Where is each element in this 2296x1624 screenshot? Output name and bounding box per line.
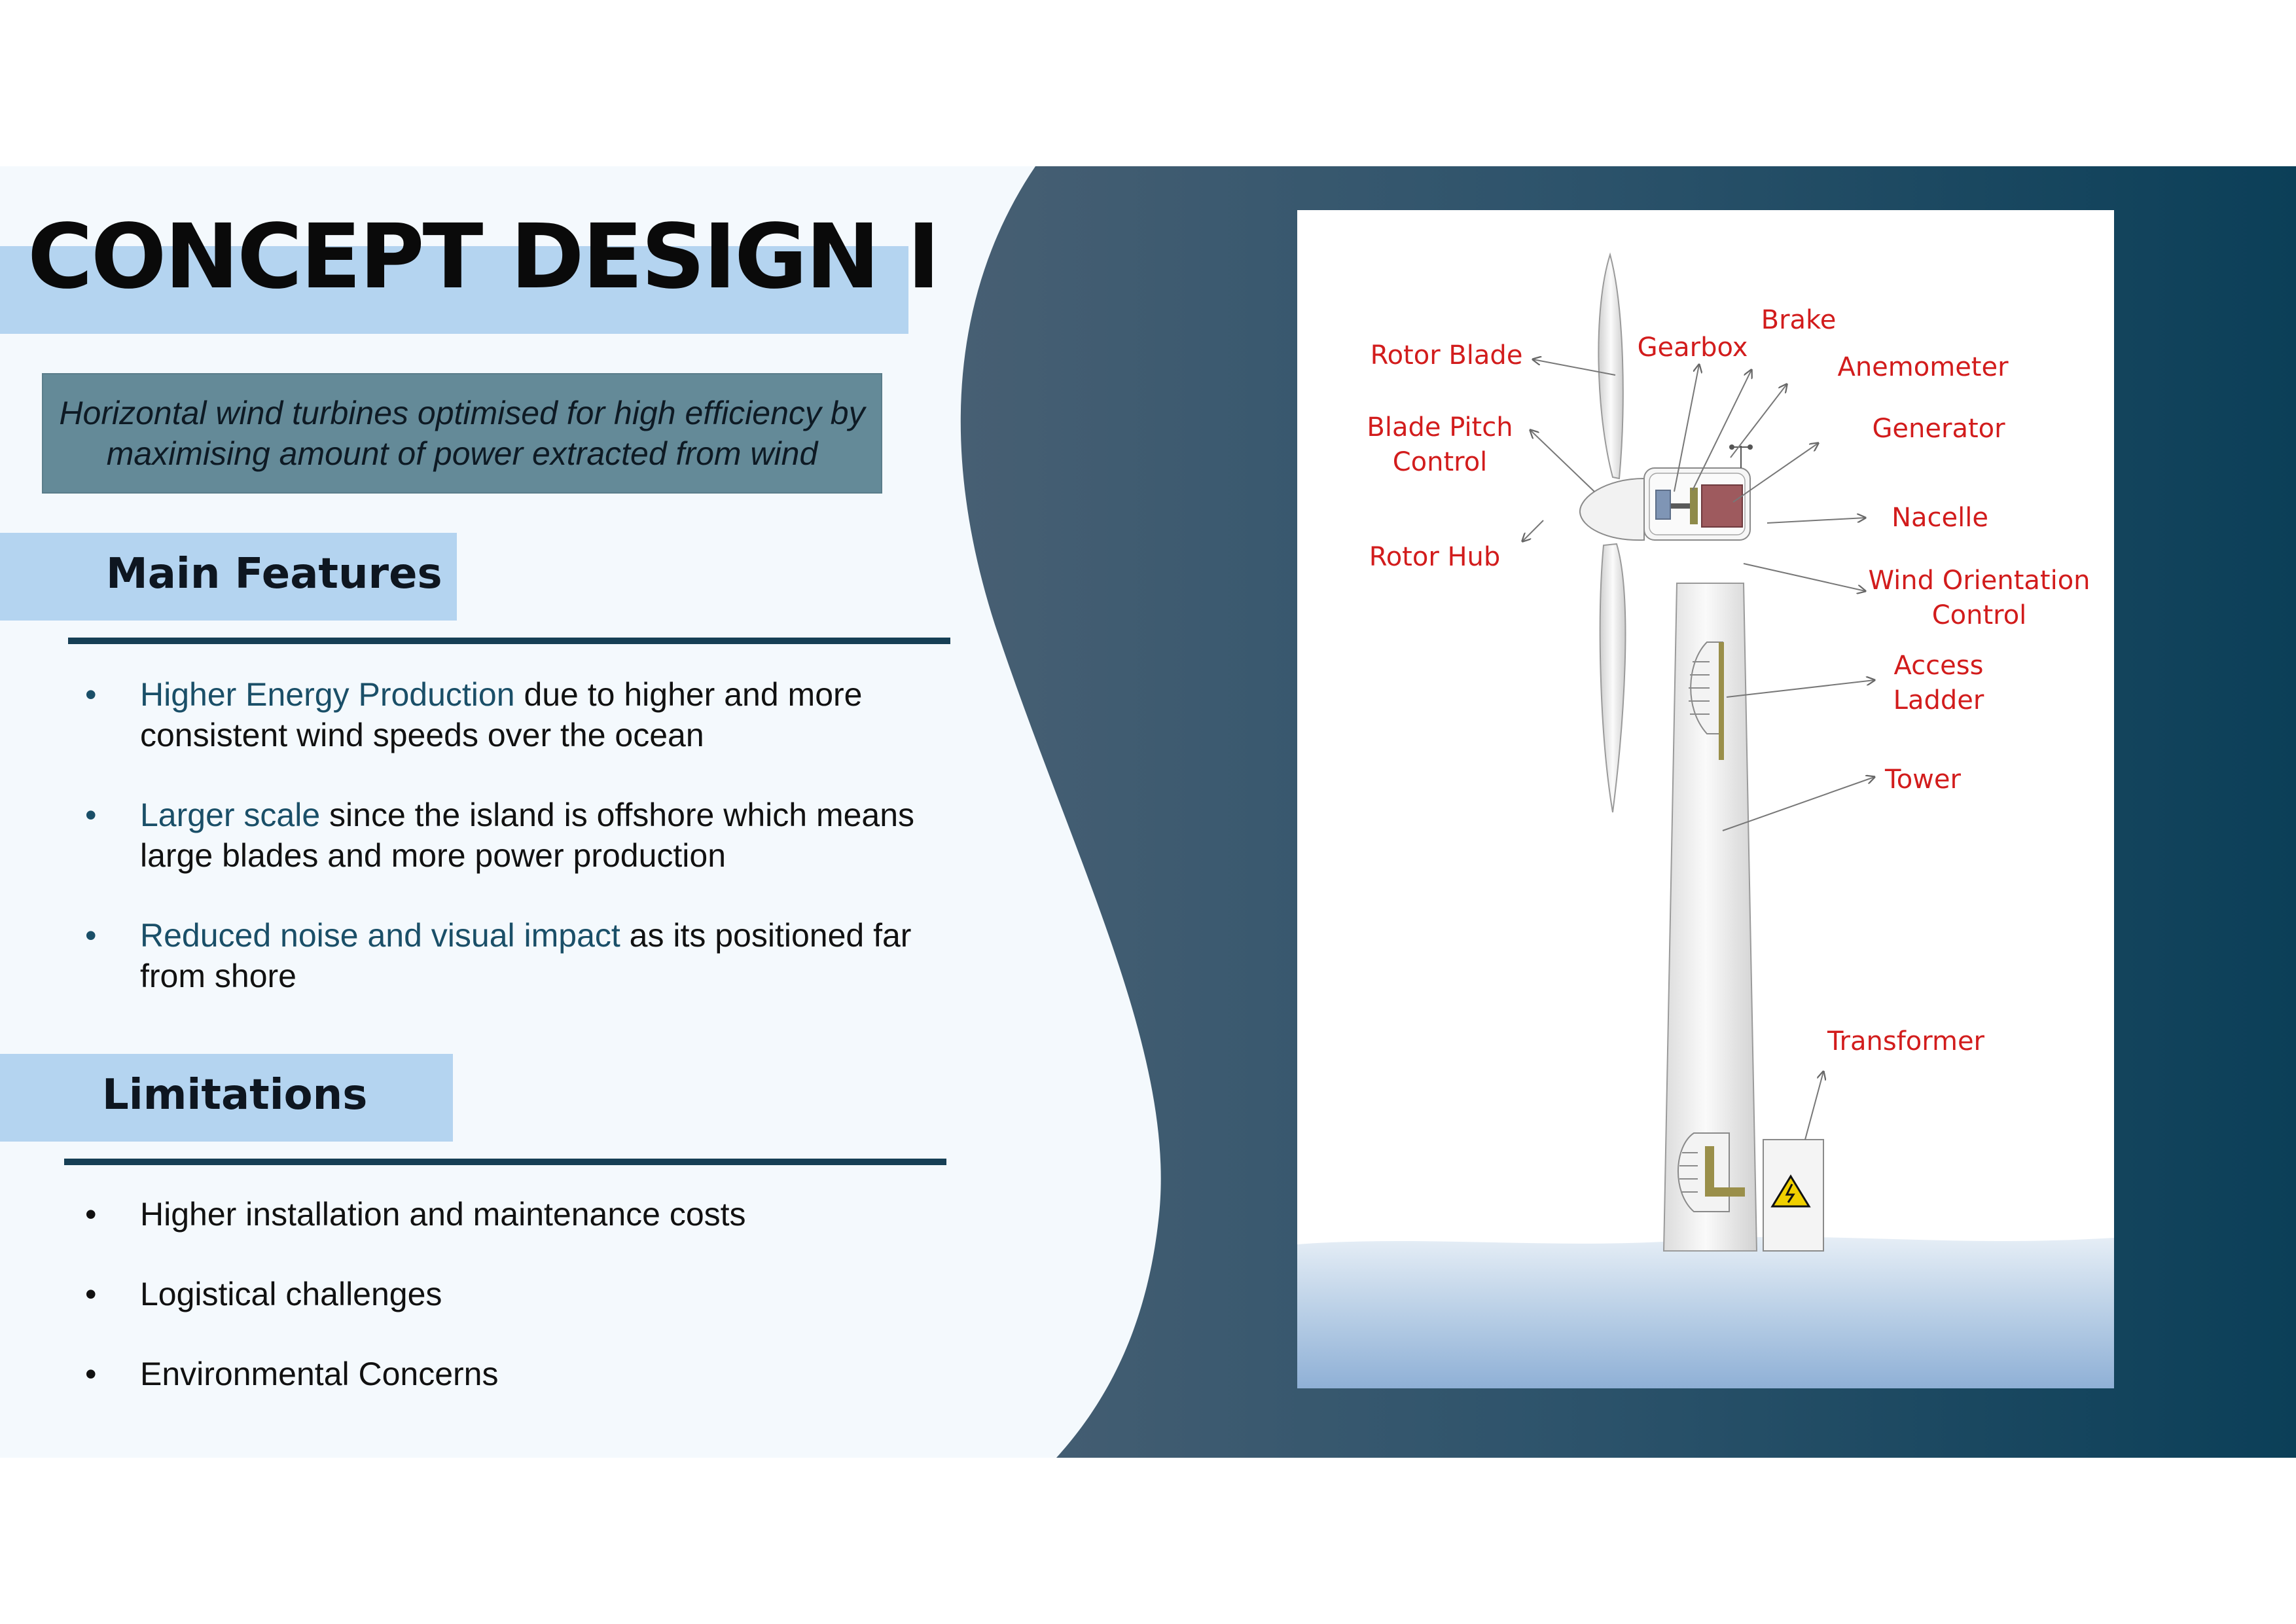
label-gearbox: Gearbox bbox=[1637, 333, 1748, 363]
features-list bbox=[47, 674, 952, 996]
label-access-ladder-line1: Access bbox=[1893, 651, 1984, 681]
label-blade-pitch bbox=[1367, 410, 1513, 480]
limitation-text: Environmental Concerns bbox=[140, 1356, 499, 1392]
label-wind-orientation-line2: Control bbox=[1931, 600, 2027, 630]
label-blade-pitch-line1: Blade Pitch bbox=[1367, 412, 1513, 442]
feature-item bbox=[47, 915, 952, 996]
feature-highlight: Reduced noise and visual impact bbox=[140, 917, 620, 954]
limitations-list bbox=[47, 1194, 952, 1394]
label-access-ladder bbox=[1893, 649, 1984, 718]
turbine-drawing bbox=[1297, 210, 2114, 1388]
label-generator: Generator bbox=[1872, 414, 2005, 444]
feature-item bbox=[47, 795, 952, 876]
features-divider bbox=[68, 638, 950, 644]
feature-text: since the island is offshore which means large blades and more power production bbox=[140, 797, 915, 874]
bullet-icon: • bbox=[85, 797, 97, 833]
label-access-ladder-line2: Ladder bbox=[1893, 685, 1984, 715]
bullet-icon: • bbox=[85, 676, 97, 713]
label-transformer: Transformer bbox=[1827, 1026, 1985, 1056]
limitations-divider bbox=[64, 1159, 946, 1165]
bullet-icon: • bbox=[85, 1196, 97, 1233]
label-rotor-hub: Rotor Hub bbox=[1369, 542, 1501, 572]
feature-text: as its positioned far from shore bbox=[140, 917, 912, 994]
page-title: CONCEPT DESIGN I bbox=[27, 206, 939, 309]
limitation-item bbox=[47, 1354, 952, 1394]
label-blade-pitch-line2: Control bbox=[1392, 447, 1488, 477]
subtitle-text: Horizontal wind turbines optimised for high efficiency by maximising amount of power extracted from wind bbox=[59, 395, 865, 472]
slide bbox=[0, 166, 2296, 1458]
feature-highlight: Larger scale bbox=[140, 797, 321, 833]
label-wind-orientation-line1: Wind Orientation bbox=[1868, 566, 2090, 596]
label-anemometer: Anemometer bbox=[1837, 352, 2009, 382]
label-brake: Brake bbox=[1761, 305, 1837, 335]
sea bbox=[1297, 1237, 2114, 1388]
subtitle-box bbox=[42, 373, 882, 494]
generator-block bbox=[1702, 485, 1742, 527]
bullet-icon: • bbox=[85, 917, 97, 954]
label-tower: Tower bbox=[1885, 765, 1961, 795]
label-nacelle: Nacelle bbox=[1892, 503, 1988, 533]
rotor-blade-lower bbox=[1600, 544, 1626, 812]
feature-highlight: Higher Energy Production bbox=[140, 676, 515, 713]
bullet-icon: • bbox=[85, 1356, 97, 1392]
label-rotor-blade: Rotor Blade bbox=[1370, 340, 1523, 370]
brake-block bbox=[1690, 488, 1698, 524]
features-heading: Main Features bbox=[106, 550, 442, 598]
ladder-rail bbox=[1719, 642, 1724, 760]
limitation-text: Logistical challenges bbox=[140, 1276, 442, 1312]
feature-item bbox=[47, 674, 952, 755]
feature-text: due to higher and more consistent wind speeds over the ocean bbox=[140, 676, 863, 753]
rotor-blade-upper bbox=[1598, 255, 1623, 478]
limitation-item bbox=[47, 1194, 952, 1235]
turbine-diagram bbox=[1297, 210, 2114, 1388]
label-wind-orientation bbox=[1868, 564, 2090, 633]
limitation-item bbox=[47, 1274, 952, 1314]
gearbox-block bbox=[1656, 490, 1670, 519]
limitations-heading: Limitations bbox=[102, 1071, 368, 1119]
bullet-icon: • bbox=[85, 1276, 97, 1312]
limitation-text: Higher installation and maintenance costs bbox=[140, 1196, 746, 1233]
